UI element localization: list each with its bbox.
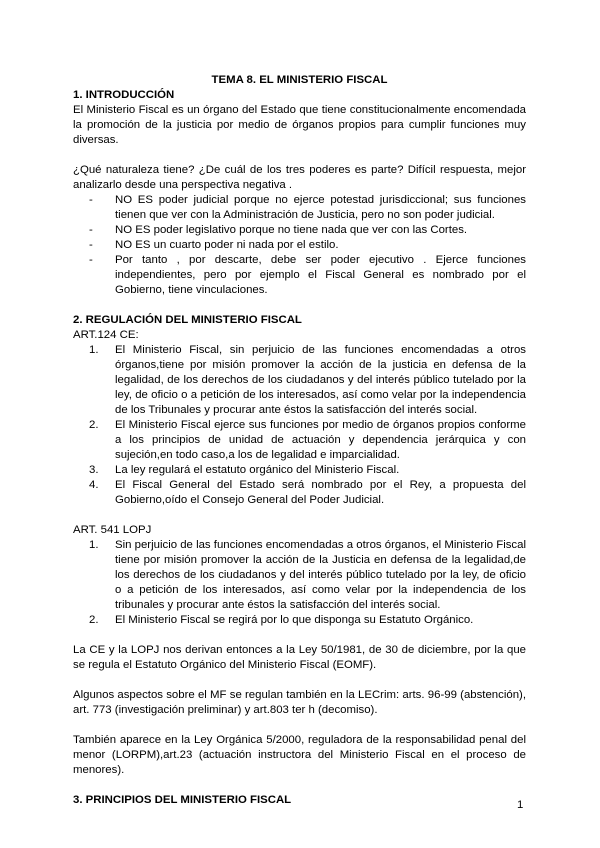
list-item: - NO ES poder legislativo porque no tiene nada que ver con las Cortes. (89, 224, 468, 236)
list-item: 3. La ley regulará el estatuto orgánico del Ministerio Fiscal. (89, 464, 400, 476)
list-item: 1. El Ministerio Fiscal, sin perjuicio de las funciones encomendadas a otros órganos,tiene por misión promover la acción de la justicia en defensa de la legalidad, de los derechos de los ciudadanos y del interés público tutelado por la ley, de oficio o a petición de los interesados, así como velar por la independencia de los Tribunales y procurar ante éstos la satisfacción del interés social. (89, 344, 526, 416)
page-number: 1 (517, 799, 524, 811)
bullet-marker: - (89, 239, 93, 251)
bullet-marker: - (89, 254, 93, 266)
section-1-heading: 1. INTRODUCCIÓN (73, 89, 175, 101)
lorpm-paragraph: También aparece en la Ley Orgánica 5/2000, reguladora de la responsabilidad penal del menor (LORPM),art.23 (actuación instructora del Ministerio Fiscal en el proceso de menores). (73, 734, 526, 776)
document-page (73, 73, 526, 808)
list-item: 2. El Ministerio Fiscal ejerce sus funciones por medio de órganos propios conforme a los principios de unidad de actuación y dependencia jerárquica y con sujeción,en todo caso,a los de legalidad e imparcialidad. (89, 419, 526, 461)
ley50-paragraph: La CE y la LOPJ nos derivan entonces a la Ley 50/1981, de 30 de diciembre, por la que se regula el Estatuto Orgánico del Ministerio Fiscal (EOMF). (73, 644, 526, 671)
document-title: TEMA 8. EL MINISTERIO FISCAL (211, 74, 388, 86)
art124-list (73, 343, 526, 508)
section-3-heading: 3. PRINCIPIOS DEL MINISTERIO FISCAL (73, 794, 292, 806)
list-item: - NO ES un cuarto poder ni nada por el estilo. (89, 239, 339, 251)
list-item: 2. El Ministerio Fiscal se regirá por lo que disponga su Estatuto Orgánico. (89, 614, 474, 626)
art124-label: ART.124 CE: (73, 329, 139, 341)
list-item: 1. Sin perjuicio de las funciones encomendadas a otros órganos, el Ministerio Fiscal tiene por misión promover la acción de la Justicia en defensa de la legalidad,de los derechos de los ciudadanos y del interés público tutelado por la ley, de oficio o a petición de los interesados, así como velar por la independencia de los tribunales y procurar ante éstos la satisfacción del interés social. (89, 539, 526, 611)
nature-question-paragraph: ¿Qué naturaleza tiene? ¿De cuál de los tres poderes es parte? Difícil respuesta, mejor analizarlo desde una perspectiva negativa . (73, 164, 526, 191)
bullet-marker: - (89, 224, 93, 236)
list-item: 4. El Fiscal General del Estado será nombrado por el Rey, a propuesta del Gobierno,oído el Consejo General del Poder Judicial. (89, 479, 526, 506)
bullet-marker: - (89, 194, 93, 206)
art541-label: ART. 541 LOPJ (73, 524, 152, 536)
list-item: - NO ES poder judicial porque no ejerce potestad jurisdiccional; sus funciones tienen que ver con la Administración de Justicia, pero no son poder judicial. (89, 194, 526, 221)
section-2-heading: 2. REGULACIÓN DEL MINISTERIO FISCAL (73, 314, 302, 326)
lecrim-paragraph: Algunos aspectos sobre el MF se regulan también en la LECrim: arts. 96-99 (abstención), art. 773 (investigación preliminar) y art.803 ter h (decomiso). (73, 689, 526, 716)
art541-list (73, 538, 526, 628)
nature-bullet-list (73, 193, 526, 298)
intro-paragraph: El Ministerio Fiscal es un órgano del Estado que tiene constitucionalmente encomendada la promoción de la justicia por medio de órganos propios para cumplir funciones muy diversas. (73, 104, 526, 146)
list-item: - Por tanto , por descarte, debe ser poder ejecutivo . Ejerce funciones independientes, pero por ejemplo el Fiscal General es nombrado por el Gobierno, tiene vinculaciones. (89, 254, 526, 296)
